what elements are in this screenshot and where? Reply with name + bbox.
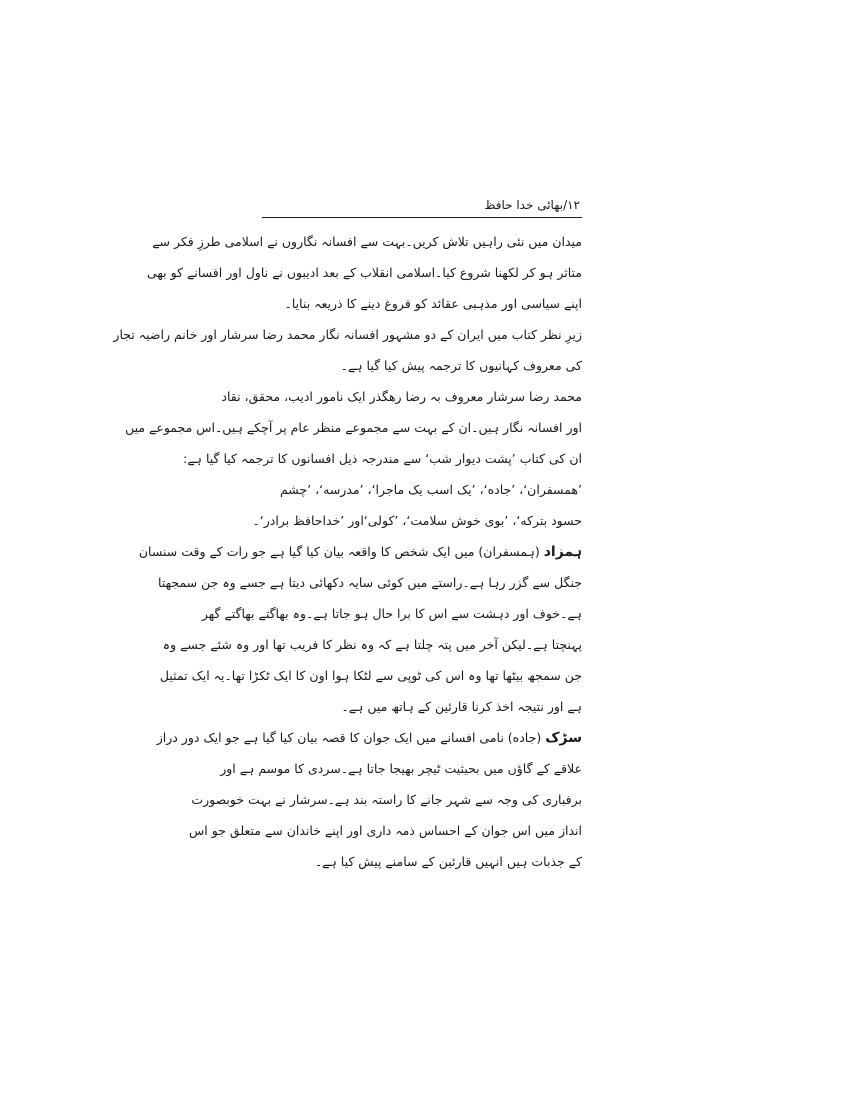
story-title-hamzad: ہمزاد [543, 544, 582, 560]
body-text [113, 226, 582, 886]
text-line: حسود بترکه‘، ’بوی خوش سلامت‘، ’کولی‘اور ’خداحافظ برادر‘۔ [252, 513, 582, 528]
text-line: ہے۔خوف اور دہشت سے اس کا برا حال ہو جاتا ہے۔وہ بھاگتے بھاگتے گھر [201, 606, 582, 621]
text-line: ’همسفران‘، ’جاده‘، ’یک اسب یک ماجرا‘، ’مدرسه‘، ’چشم [279, 482, 582, 497]
text-line: میدان میں نئی راہیں تلاش کریں۔بہت سے افسانہ نگاروں نے اسلامی طرزِ فکر سے [152, 234, 582, 249]
text-line: پہنچتا ہے۔لیکن آخر میں پتہ چلتا ہے کہ وہ نظر کا فریب تھا اور وہ شئے جسے وہ [162, 637, 582, 652]
text-line: جن سمجھ بیٹھا تھا وہ اس کی ٹوپی سے لٹکا ہوا اون کا ایک ٹکڑا تھا۔یہ ایک تمثیل [159, 668, 582, 683]
text-line: ہے اور نتیجہ اخذ کرنا قارئین کے ہاتھ میں ہے۔ [341, 699, 582, 714]
text-line: اپنے سیاسی اور مذہبی عقائد کو فروغ دینے کا ذریعہ بنایا۔ [284, 296, 582, 311]
text-line: اور افسانہ نگار ہیں۔ان کے بہت سے مجموعے منظر عام پر آچکے ہیں۔اس مجموعے میں [125, 420, 582, 435]
text-line: زیرِ نظر کتاب میں ایران کے دو مشہور افسانہ نگار محمد رضا سرشار اور خانم راضیہ تجار [113, 327, 582, 342]
text-line: ہمزاد (ہمسفران) میں ایک شخص کا واقعہ بیان کیا گیا ہے جو رات کے وقت سنسان [138, 544, 582, 560]
text-line: متاثر ہو کر لکھنا شروع کیا۔اسلامی انقلاب کے بعد ادیبوں نے ناول اور افسانے کو بھی [147, 265, 582, 280]
text-line: محمد رضا سرشار معروف بہ رضا رهگذر ایک نامور ادیب، محقق، نقاد [221, 389, 582, 404]
text-line: برفباری کی وجہ سے شہر جانے کا راستہ بند ہے۔سرشار نے بہت خوبصورت [191, 792, 582, 807]
text-line: ان کی کتاب ’پشت دیوار شب‘ سے مندرجہ ذیل افسانوں کا ترجمہ کیا گیا ہے: [183, 451, 582, 466]
text-line: جنگل سے گزر رہا ہے۔راستے میں کوئی سایہ دکھائی دیتا ہے جسے وہ جن سمجھتا [158, 575, 582, 590]
header-rule [262, 217, 582, 218]
text-line: علاقے کے گاؤں میں بحیثیت ٹیچر بھیجا جاتا ہے۔سردی کا موسم ہے اور [220, 761, 582, 776]
story-title-sarak: سڑک [545, 730, 582, 746]
text-line: انداز میں اس جوان کے احساس ذمہ داری اور اپنے خاندان سے متعلق جو اس [189, 823, 582, 838]
text-line: کے جذبات ہیں انہیں قارئین کے سامنے پیش کیا ہے۔ [314, 854, 582, 869]
running-head: ۱۲/بھائی خدا حافظ [484, 198, 580, 212]
text-line: سڑک (جاده) نامی افسانے میں ایک جوان کا قصہ بیان کیا گیا ہے جو ایک دور دراز [156, 730, 582, 746]
text-line: کی معروف کہانیوں کا ترجمہ پیش کیا گیا ہے۔ [340, 358, 582, 373]
